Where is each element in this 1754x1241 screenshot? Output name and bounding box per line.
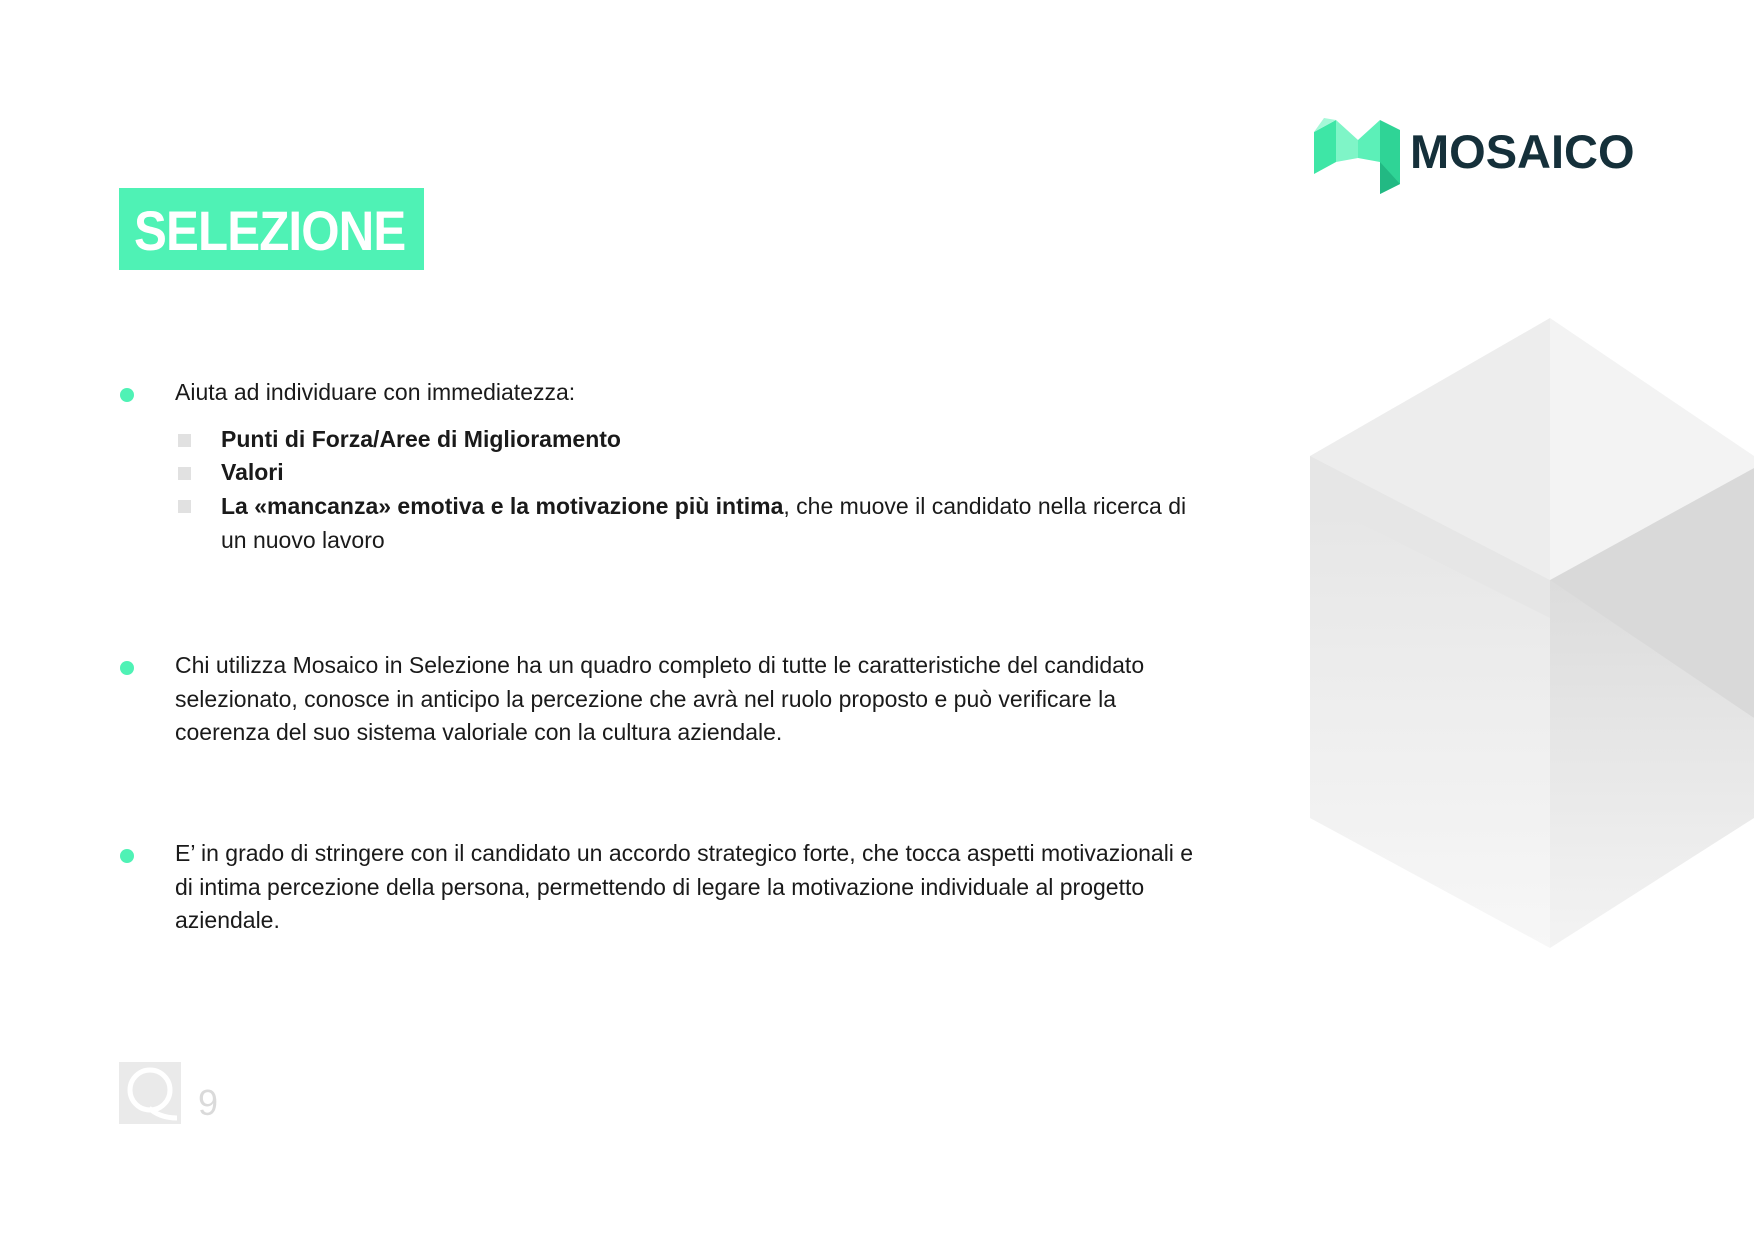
bullet-2-text: Chi utilizza Mosaico in Selezione ha un quadro completo di tutte le caratteristiche del candidato selezionato, conosce in anticipo la percezione che avrà nel ruolo proposto e può verificare la coerenza del suo sistema valoriale con la cultura aziendale.	[175, 652, 1145, 745]
section-title-box	[119, 188, 424, 270]
sub-item-3-bold: La «mancanza» emotiva e la motivazione più intima	[221, 493, 784, 519]
brand-name: MOSAICO	[1410, 125, 1635, 178]
bullet-dot	[120, 388, 134, 402]
mosaico-m-icon	[1314, 118, 1400, 194]
bullet-dot	[120, 849, 134, 863]
sub-bullet-square	[178, 500, 191, 513]
sub-item-1	[221, 423, 1211, 457]
sub-item-2-bold: Valori	[221, 459, 284, 485]
sub-item-2	[221, 456, 1211, 490]
bullet-dot	[120, 661, 134, 675]
page-title: SELEZIONE	[134, 199, 406, 262]
sub-bullet-square	[178, 434, 191, 447]
sub-item-3	[221, 490, 1211, 557]
page-number: 9	[198, 1082, 219, 1123]
q-logo-icon	[119, 1062, 181, 1124]
bullet-1-text: Aiuta ad individuare con immediatezza:	[175, 379, 576, 405]
bullet-3-text: E’ in grado di stringere con il candidato un accordo strategico forte, che tocca aspetti motivazionali e di intima percezione della persona, permettendo di legare la motivazione individuale al progetto aziendale.	[175, 840, 1194, 933]
decorative-m-shape	[1310, 318, 1754, 948]
sub-item-1-bold: Punti di Forza/Aree di Miglioramento	[221, 426, 621, 452]
sub-bullet-square	[178, 467, 191, 480]
brand-logo	[1314, 116, 1654, 196]
sub-item-3-rest: , che muove il candidato nella ricerca di un nuovo lavoro	[221, 493, 1187, 553]
